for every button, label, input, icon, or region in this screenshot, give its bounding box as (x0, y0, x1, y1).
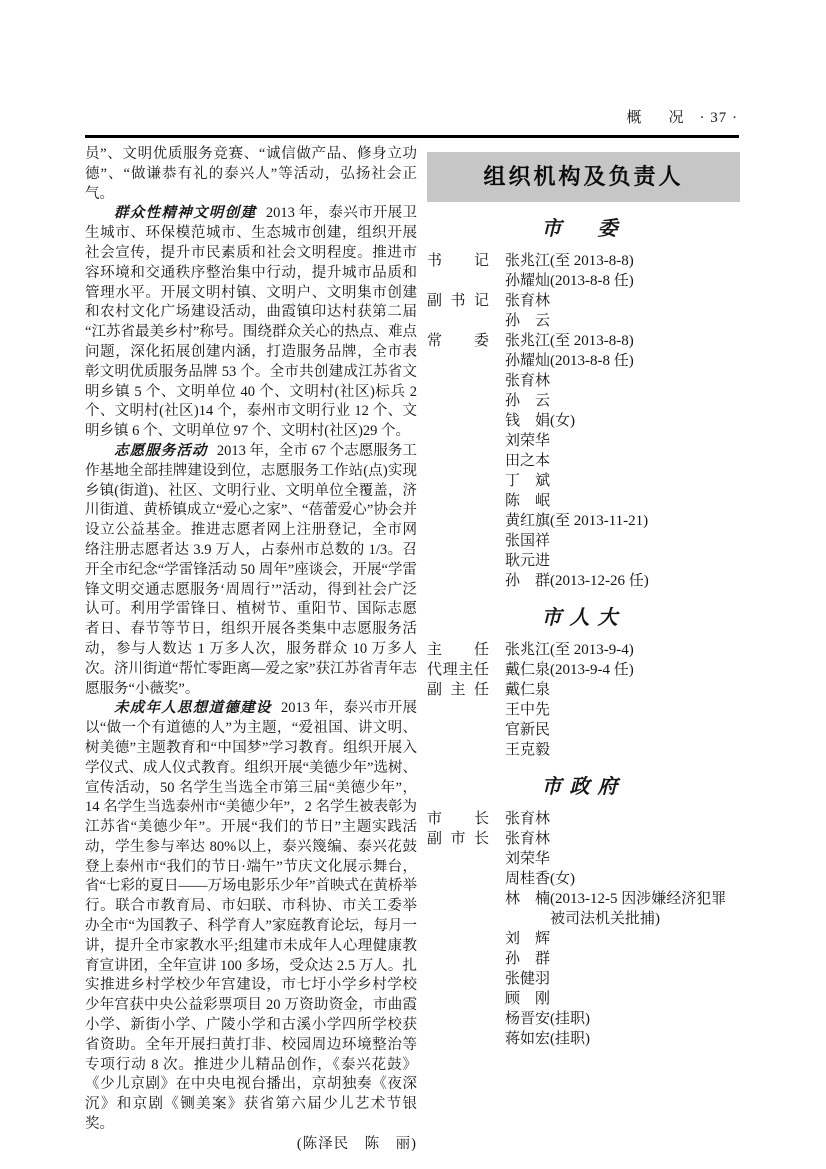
org-name: 黄红旗(至 2013-11-21) (505, 513, 649, 529)
org-name: 张健羽 (505, 971, 551, 987)
running-head (626, 106, 738, 127)
org-name: 蒋如宏(挂职) (505, 1031, 590, 1047)
org-name: 丁 斌 (505, 473, 551, 489)
org-section (427, 219, 740, 591)
org-entry-list (427, 251, 740, 591)
org-entry (427, 331, 740, 591)
org-sections (427, 219, 740, 1049)
org-entry (427, 809, 740, 829)
org-name: 刘荣华 (505, 433, 551, 449)
org-name: 孙耀灿(2013-8-8 任) (505, 273, 634, 289)
paragraph-text: 员”、文明优质服务竞赛、“诚信做产品、修身立功德”、“做谦恭有礼的泰兴人”等活动，弘扬社会正气。 (85, 146, 417, 202)
org-entry (427, 251, 740, 291)
org-entry-label: 常委 (427, 333, 489, 349)
org-entry (427, 660, 740, 680)
org-name: 陈 岷 (505, 493, 551, 509)
org-name: 戴仁泉 (505, 682, 551, 698)
org-entry-names (505, 331, 740, 591)
org-name: 张兆江(至 2013-8-8) (505, 333, 634, 349)
org-name: 孙 群 (505, 951, 551, 967)
paragraph (85, 204, 417, 442)
org-section-title: 市人大 (541, 607, 626, 629)
org-name: 孙 云 (505, 313, 551, 329)
paragraph (85, 442, 417, 699)
org-name: 张兆江(至 2013-9-4) (505, 642, 634, 658)
org-entry-names (505, 640, 740, 660)
org-section (427, 608, 740, 760)
paragraph-lead: 未成年人思想道德建设 (114, 700, 272, 717)
running-head-section: 概 况 (626, 110, 690, 126)
paragraph-text: 2013 年，泰兴市开展以“做一个有道德的人”为主题，“爱祖国、讲文明、树美德”主题教育和“中国梦”学习教育。组织开展入学仪式、成人仪式教育。组织开展“美德少年”选树、宣传活动，50 名学生当选全市第三届“美德少年”，14 名学生当选泰州市“美德少年”，2 名学生被表彰为江苏省“美德少年”。开展“我们的节日”主题实践活动，学生参与率达 80%以上，泰兴篾编、泰兴花鼓登上泰州市“我们的节日·端午”节庆文化展示舞台，省“七彩的夏日——万场电影乐少年”首映式在黄桥举行。联合市教育局、市妇联、市科协、市关工委举办全市“为国教子、科学育人”家庭教育论坛，每月一讲，提升全市家教水平;组建市未成年人心理健康教育宣讲团，全年宣讲 100 多场，受众达 2.5 万人。扎实推进乡村学校少年宫建设，市七圩小学乡村学校少年宫获中央公益彩票项目 20 万资助资金，市曲霞小学、新街小学、广陵小学和古溪小学四所学校获省资助。全年开展扫黄打非、校园周边环境整治等专项行动 8 次。推进少儿精品创作，《泰兴花鼓》《少儿京剧》在中央电视台播出，京胡独奏《夜深沉》和京剧《铡美案》获省第六届少儿艺术节银奖。 (85, 700, 418, 1133)
paragraph (85, 699, 417, 1135)
org-section-title: 市 委 (541, 218, 626, 240)
org-entry (427, 680, 740, 760)
org-entry-names (505, 829, 740, 1049)
org-name: 钱 娟(女) (505, 413, 575, 429)
left-column (85, 145, 417, 1155)
org-name: 刘荣华 (505, 851, 551, 867)
paragraph-text: 2013 年，泰兴市开展卫生城市、环保模范城市、生态城市创建，组织开展社会宣传，提升市民素质和社会文明程度。推进市容环境和交通秩序整治集中行动，提升城市品质和管理水平。开展文明村镇、文明户、文明集市创建和农村文化广场建设活动，曲霞镇印达村获第二届“江苏省最美乡村”称号。围绕群众关心的热点、难点问题，深化拓展创建内涵，打造服务品牌，全市表彰文明优质服务品牌 53 个。全市共创建成江苏省文明乡镇 5 个、文明单位 40 个、文明村(社区)标兵 2 个、文明村(社区)14 个，泰州市文明行业 12 个、文明乡镇 6 个、文明单位 97 个、文明村(社区)29 个。 (85, 205, 418, 440)
org-name: 周桂香(女) (505, 871, 575, 887)
org-name: 王克毅 (505, 742, 551, 758)
org-entry-names (505, 660, 740, 680)
header-rule (85, 135, 739, 138)
org-entry (427, 829, 740, 1049)
org-name: 张兆江(至 2013-8-8) (505, 253, 634, 269)
org-entry-names (505, 809, 740, 829)
page-number: · 37 · (699, 110, 738, 126)
org-name: 顾 刚 (505, 991, 551, 1007)
org-chapter-title: 组织机构及负责人 (483, 164, 684, 189)
org-name: 张国祥 (505, 533, 551, 549)
org-entry-label: 副主任 (427, 682, 489, 698)
paragraph (85, 145, 417, 204)
org-name: 张育林 (505, 831, 551, 847)
org-name: 耿元进 (505, 553, 551, 569)
org-entry (427, 640, 740, 660)
org-entry-label: 主任 (427, 642, 489, 658)
paragraph-lead: 志愿服务活动 (114, 442, 208, 459)
org-name: 刘 辉 (505, 931, 551, 947)
org-entry-label: 代理主任 (427, 662, 489, 678)
signature-line: (陈泽民 陈 丽) (296, 1135, 417, 1152)
org-entry-list (427, 640, 740, 760)
org-section (427, 777, 740, 1049)
org-chapter-box (427, 152, 740, 202)
org-entry-label: 副书记 (427, 293, 489, 309)
org-name: 张育林 (505, 373, 551, 389)
org-name: 孙 云 (505, 393, 551, 409)
right-column (427, 152, 740, 1049)
org-name: 张育林 (505, 811, 551, 827)
org-name: 官新民 (505, 722, 551, 738)
org-entry-names (505, 680, 740, 760)
org-name: 王中先 (505, 702, 551, 718)
org-name: 田之本 (505, 453, 551, 469)
org-name: 孙耀灿(2013-8-8 任) (505, 353, 634, 369)
org-entry-label: 市长 (427, 811, 489, 827)
org-name: 张育林 (505, 293, 551, 309)
org-entry-names (505, 251, 740, 291)
org-name: 孙 群(2013-12-26 任) (505, 573, 649, 589)
org-name: 戴仁泉(2013-9-4 任) (505, 662, 634, 678)
org-entry-list (427, 809, 740, 1049)
org-entry-label: 书记 (427, 253, 489, 269)
org-name: 杨晋安(挂职) (505, 1011, 590, 1027)
paragraph-lead: 群众性精神文明创建 (114, 205, 257, 222)
org-entry-names (505, 291, 740, 331)
org-entry-label: 副市长 (427, 831, 489, 847)
paragraph-text: 2013 年，全市 67 个志愿服务工作基地全部挂牌建设到位，志愿服务工作站(点)实现乡镇(街道)、社区、文明行业、文明单位全覆盖，济川街道、黄桥镇成立“爱心之家”、“蓓蕾爱心”协会并设立公益基金。推进志愿者网上注册登记，全市网络注册志愿者达 3.9 万人，占泰州市总数的 1/3。召开全市纪念“学雷锋活动 50 周年”座谈会，开展“学雷锋文明交通志愿服务‘周周行’”活动，得到社会广泛认可。利用学雷锋日、植树节、重阳节、国际志愿者日、春节等节日，组织开展各类集中志愿服务活动，参与人数达 1 万多人次，服务群众 10 万多人次。济川街道“帮忙零距离—爱之家”获江苏省青年志愿服务“小薇奖”。 (85, 442, 418, 697)
org-entry (427, 291, 740, 331)
org-section-title: 市政府 (541, 776, 626, 798)
left-column-paragraphs (85, 145, 417, 1135)
org-name: 林 楠(2013-12-5 因涉嫌经济犯罪被司法机关批捕) (505, 891, 727, 927)
